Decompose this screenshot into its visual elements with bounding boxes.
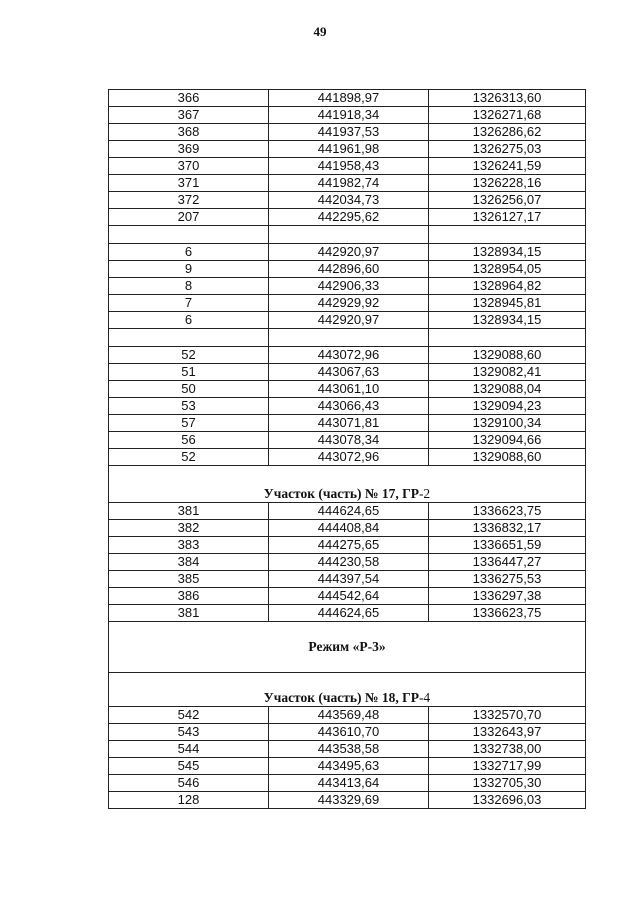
table-row — [109, 175, 586, 192]
x-coordinate-cell: 443495,63 — [269, 758, 429, 775]
section-heading-row — [109, 622, 586, 673]
table-row — [109, 312, 586, 329]
point-number-cell: 384 — [109, 554, 269, 571]
y-coordinate-cell: 1332738,00 — [429, 741, 586, 758]
table-row — [109, 209, 586, 226]
empty-cell — [429, 226, 586, 244]
table-row — [109, 278, 586, 295]
x-coordinate-cell: 443061,10 — [269, 381, 429, 398]
x-coordinate-cell: 443072,96 — [269, 347, 429, 364]
y-coordinate-cell: 1336297,38 — [429, 588, 586, 605]
table-row — [109, 398, 586, 415]
y-coordinate-cell: 1336832,17 — [429, 520, 586, 537]
empty-cell — [269, 226, 429, 244]
y-coordinate-cell: 1336651,59 — [429, 537, 586, 554]
section-heading — [109, 466, 586, 503]
point-number-cell: 50 — [109, 381, 269, 398]
point-number-cell: 128 — [109, 792, 269, 809]
table-row — [109, 605, 586, 622]
point-number-cell: 385 — [109, 571, 269, 588]
point-number-cell: 369 — [109, 141, 269, 158]
y-coordinate-cell: 1326228,16 — [429, 175, 586, 192]
y-coordinate-cell: 1336447,27 — [429, 554, 586, 571]
x-coordinate-cell: 441958,43 — [269, 158, 429, 175]
table-row — [109, 520, 586, 537]
table-row — [109, 295, 586, 312]
point-number-cell: 366 — [109, 90, 269, 107]
x-coordinate-cell: 441937,53 — [269, 124, 429, 141]
point-number-cell: 542 — [109, 707, 269, 724]
x-coordinate-cell: 443329,69 — [269, 792, 429, 809]
y-coordinate-cell: 1329100,34 — [429, 415, 586, 432]
table-row — [109, 261, 586, 278]
x-coordinate-cell: 442034,73 — [269, 192, 429, 209]
point-number-cell: 368 — [109, 124, 269, 141]
point-number-cell: 52 — [109, 347, 269, 364]
section-heading-title: Участок (часть) № 18, ГР — [263, 690, 419, 705]
x-coordinate-cell: 442896,60 — [269, 261, 429, 278]
separator-row — [109, 226, 586, 244]
y-coordinate-cell: 1326275,03 — [429, 141, 586, 158]
table-row — [109, 415, 586, 432]
table-row — [109, 775, 586, 792]
point-number-cell: 8 — [109, 278, 269, 295]
point-number-cell: 382 — [109, 520, 269, 537]
x-coordinate-cell: 443071,81 — [269, 415, 429, 432]
x-coordinate-cell: 444408,84 — [269, 520, 429, 537]
x-coordinate-cell: 441898,97 — [269, 90, 429, 107]
x-coordinate-cell: 441961,98 — [269, 141, 429, 158]
section-heading-suffix: -2 — [418, 486, 431, 501]
x-coordinate-cell: 443569,48 — [269, 707, 429, 724]
page-number: 49 — [313, 24, 327, 39]
table-row — [109, 192, 586, 209]
x-coordinate-cell: 444275,65 — [269, 537, 429, 554]
y-coordinate-cell: 1326256,07 — [429, 192, 586, 209]
point-number-cell: 53 — [109, 398, 269, 415]
point-number-cell: 544 — [109, 741, 269, 758]
table-row — [109, 724, 586, 741]
point-number-cell: 370 — [109, 158, 269, 175]
point-number-cell: 543 — [109, 724, 269, 741]
x-coordinate-cell: 443610,70 — [269, 724, 429, 741]
table-row — [109, 90, 586, 107]
x-coordinate-cell: 441982,74 — [269, 175, 429, 192]
x-coordinate-cell: 443413,64 — [269, 775, 429, 792]
empty-cell — [109, 329, 269, 347]
table-row — [109, 158, 586, 175]
y-coordinate-cell: 1332705,30 — [429, 775, 586, 792]
point-number-cell: 51 — [109, 364, 269, 381]
point-number-cell: 52 — [109, 449, 269, 466]
y-coordinate-cell: 1326271,68 — [429, 107, 586, 124]
table-row — [109, 537, 586, 554]
point-number-cell: 546 — [109, 775, 269, 792]
table-row — [109, 554, 586, 571]
point-number-cell: 367 — [109, 107, 269, 124]
x-coordinate-cell: 443066,43 — [269, 398, 429, 415]
point-number-cell: 545 — [109, 758, 269, 775]
y-coordinate-cell: 1326241,59 — [429, 158, 586, 175]
table-row — [109, 432, 586, 449]
section-heading-title: Участок (часть) № 17, ГР — [263, 486, 419, 501]
table-row — [109, 107, 586, 124]
y-coordinate-cell: 1329082,41 — [429, 364, 586, 381]
x-coordinate-cell: 442920,97 — [269, 312, 429, 329]
y-coordinate-cell: 1329088,60 — [429, 449, 586, 466]
x-coordinate-cell: 444624,65 — [269, 605, 429, 622]
x-coordinate-cell: 442929,92 — [269, 295, 429, 312]
point-number-cell: 57 — [109, 415, 269, 432]
y-coordinate-cell: 1326127,17 — [429, 209, 586, 226]
table-row — [109, 449, 586, 466]
table-row — [109, 124, 586, 141]
empty-cell — [269, 329, 429, 347]
point-number-cell: 9 — [109, 261, 269, 278]
x-coordinate-cell: 444397,54 — [269, 571, 429, 588]
table-row — [109, 244, 586, 261]
x-coordinate-cell: 442295,62 — [269, 209, 429, 226]
point-number-cell: 6 — [109, 244, 269, 261]
table-row — [109, 347, 586, 364]
section-heading-title: Режим «Р-3» — [308, 639, 386, 654]
y-coordinate-cell: 1329094,66 — [429, 432, 586, 449]
y-coordinate-cell: 1332717,99 — [429, 758, 586, 775]
point-number-cell: 6 — [109, 312, 269, 329]
point-number-cell: 381 — [109, 605, 269, 622]
section-heading — [109, 622, 586, 673]
x-coordinate-cell: 444542,64 — [269, 588, 429, 605]
section-heading-row — [109, 466, 586, 503]
point-number-cell: 383 — [109, 537, 269, 554]
y-coordinate-cell: 1326313,60 — [429, 90, 586, 107]
y-coordinate-cell: 1326286,62 — [429, 124, 586, 141]
table-row — [109, 571, 586, 588]
x-coordinate-cell: 441918,34 — [269, 107, 429, 124]
table-row — [109, 588, 586, 605]
x-coordinate-cell: 443538,58 — [269, 741, 429, 758]
y-coordinate-cell: 1328934,15 — [429, 312, 586, 329]
y-coordinate-cell: 1329088,60 — [429, 347, 586, 364]
table-row — [109, 503, 586, 520]
y-coordinate-cell: 1332696,03 — [429, 792, 586, 809]
y-coordinate-cell: 1328945,81 — [429, 295, 586, 312]
coordinates-table — [108, 89, 586, 809]
y-coordinate-cell: 1336623,75 — [429, 503, 586, 520]
y-coordinate-cell: 1332643,97 — [429, 724, 586, 741]
x-coordinate-cell: 443072,96 — [269, 449, 429, 466]
y-coordinate-cell: 1332570,70 — [429, 707, 586, 724]
table-row — [109, 381, 586, 398]
point-number-cell: 207 — [109, 209, 269, 226]
point-number-cell: 56 — [109, 432, 269, 449]
section-heading — [109, 673, 586, 707]
y-coordinate-cell: 1336623,75 — [429, 605, 586, 622]
x-coordinate-cell: 442906,33 — [269, 278, 429, 295]
table-row — [109, 141, 586, 158]
point-number-cell: 372 — [109, 192, 269, 209]
point-number-cell: 381 — [109, 503, 269, 520]
x-coordinate-cell: 444230,58 — [269, 554, 429, 571]
x-coordinate-cell: 444624,65 — [269, 503, 429, 520]
y-coordinate-cell: 1329094,23 — [429, 398, 586, 415]
point-number-cell: 7 — [109, 295, 269, 312]
table-row — [109, 707, 586, 724]
empty-cell — [429, 329, 586, 347]
y-coordinate-cell: 1336275,53 — [429, 571, 586, 588]
x-coordinate-cell: 443067,63 — [269, 364, 429, 381]
point-number-cell: 371 — [109, 175, 269, 192]
point-number-cell: 386 — [109, 588, 269, 605]
table-row — [109, 758, 586, 775]
separator-row — [109, 329, 586, 347]
table-row — [109, 741, 586, 758]
empty-cell — [109, 226, 269, 244]
y-coordinate-cell: 1329088,04 — [429, 381, 586, 398]
x-coordinate-cell: 443078,34 — [269, 432, 429, 449]
table-row — [109, 792, 586, 809]
section-heading-row — [109, 673, 586, 707]
y-coordinate-cell: 1328934,15 — [429, 244, 586, 261]
table-row — [109, 364, 586, 381]
x-coordinate-cell: 442920,97 — [269, 244, 429, 261]
y-coordinate-cell: 1328964,82 — [429, 278, 586, 295]
section-heading-suffix: -4 — [418, 690, 431, 705]
y-coordinate-cell: 1328954,05 — [429, 261, 586, 278]
